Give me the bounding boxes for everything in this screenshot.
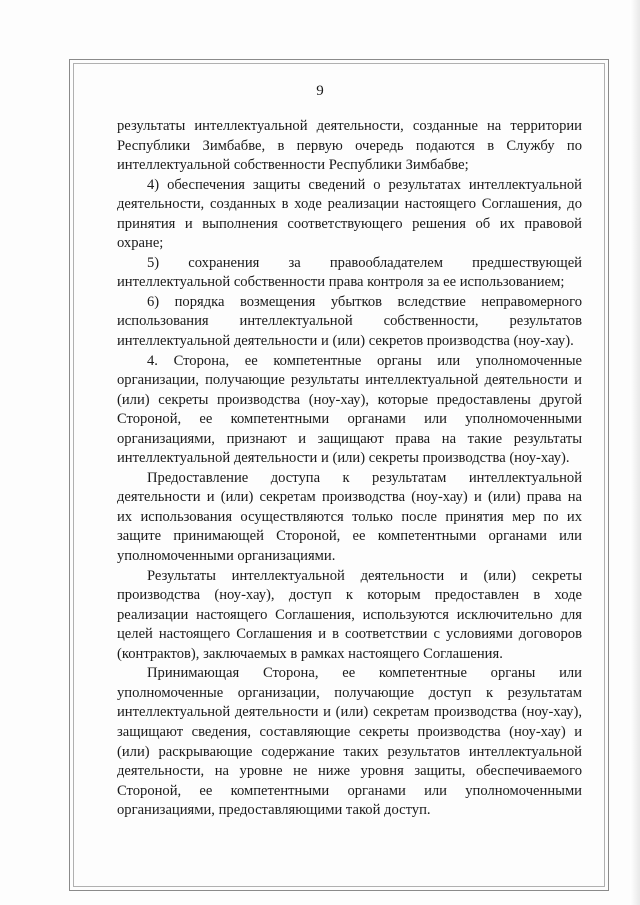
text-line: 6) порядка возмещения убытков вследствие неправомерного: [147, 293, 582, 310]
paragraph-6: [117, 469, 582, 567]
text-line: результаты интеллектуальной деятельности, созданные на территории: [117, 118, 582, 134]
text-line: охране;: [117, 235, 164, 252]
text-line: деятельности, на уровне не ниже уровня защиты, обеспечиваемого: [117, 763, 582, 780]
text-line: интеллектуальной собственности права контроля за ее использованием;: [117, 274, 565, 291]
paragraph-5: [117, 352, 582, 469]
text-line: Стороной, ее компетентными органами или уполномоченными: [117, 782, 582, 799]
text-line: их использования осуществляются только после принятия мер по их: [117, 508, 582, 525]
text-line: организациями, предоставляющими такой доступ.: [117, 802, 431, 819]
text-line: интеллектуальной собственности Республики Зимбабве;: [117, 157, 469, 174]
text-line: интеллектуальной деятельности и (или) секретов производства (ноу-хау).: [117, 333, 574, 350]
text-line: интеллектуальной деятельности и (или) секреты производства (ноу-хау).: [117, 450, 570, 467]
text-line: 4. Сторона, ее компетентные органы или уполномоченные: [147, 352, 582, 369]
paragraph-2: [117, 176, 582, 254]
page-number: 9: [316, 83, 324, 99]
text-line: использования интеллектуальной собственности, результатов: [117, 313, 582, 330]
text-line: уполномоченными организациями.: [117, 548, 336, 565]
text-line: Принимающая Сторона, ее компетентные органы или: [147, 665, 582, 682]
text-line: принятия и выполнения соответствующего решения об их правовой: [117, 215, 582, 232]
paragraph-8: [117, 664, 582, 820]
text-line: уполномоченные организации, получающие доступ к результатам: [117, 684, 582, 701]
text-line: производства (ноу-хау), доступ к которым предоставлен в ходе: [117, 587, 582, 604]
text-line: целей настоящего Соглашения и в соответствии с условиями договоров: [117, 626, 582, 643]
text-line: защищают сведения, составляющие секреты производства (ноу-хау) и: [117, 723, 582, 740]
text-line: защите принимающей Стороной, ее компетентными органами или: [117, 528, 582, 545]
text-line: Результаты интеллектуальной деятельности и (или) секреты: [147, 567, 582, 584]
text-line: деятельности и (или) секретам производства (ноу-хау) и (или) права на: [117, 489, 582, 506]
text-line: реализации настоящего Соглашения, используются исключительно для: [117, 606, 582, 623]
text-line: Стороной, ее компетентными органами или уполномоченными: [117, 411, 582, 428]
paragraph-7: [117, 567, 582, 665]
text-line: (или) раскрывающие содержание таких результатов интеллектуальной: [117, 743, 582, 760]
text-line: (или) секреты производства (ноу-хау), которые предоставлены другой: [117, 391, 582, 408]
text-line: Предоставление доступа к результатам интеллектуальной: [147, 469, 582, 486]
text-line: деятельности, созданных в ходе реализации настоящего Соглашения, до: [117, 196, 582, 213]
text-line: 5) сохранения за правообладателем предшествующей: [147, 254, 582, 271]
text-line: организациями, признают и защищают права на такие результаты: [117, 430, 582, 447]
text-line: Республики Зимбабве, в первую очередь подаются в Службу по: [117, 137, 582, 154]
text-line: организации, получающие результаты интеллектуальной деятельности и: [117, 372, 582, 389]
body-text: [117, 117, 582, 821]
paragraph-3: [117, 254, 582, 293]
text-line: интеллектуальной деятельности и (или) секретам производства (ноу-хау),: [117, 704, 582, 721]
scan-edge-shadow: [630, 0, 640, 905]
text-line: (контрактов), заключаемых в рамках настоящего Соглашения.: [117, 645, 503, 662]
paragraph-4: [117, 293, 582, 352]
paragraph-1: [117, 117, 582, 176]
text-line: 4) обеспечения защиты сведений о результатах интеллектуальной: [147, 176, 582, 193]
